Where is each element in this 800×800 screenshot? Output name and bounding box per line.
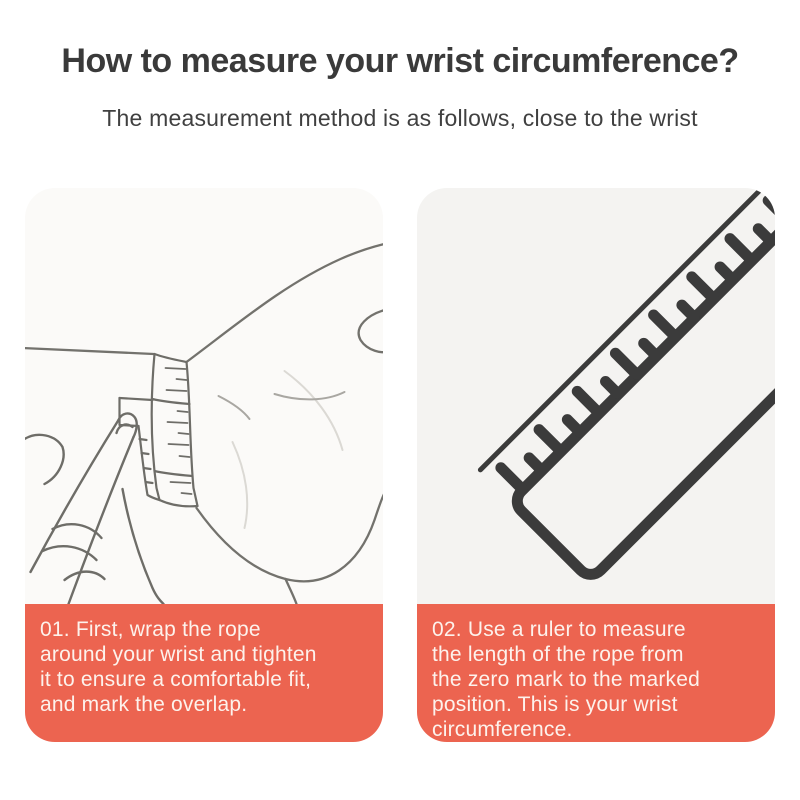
wrist-measuring-illustration [25,188,383,604]
ruler-icon [480,188,775,580]
skin-creases [219,392,345,419]
page-title: How to measure your wrist circumference? [61,42,739,80]
rope-line [480,188,775,470]
pointing-hand [25,413,164,604]
caption-line: it to ensure a comfortable fit, [40,668,312,691]
caption-line: 01. First, wrap the rope [40,618,261,641]
header [0,0,800,132]
step1-illustration [25,188,383,604]
step2-caption [417,604,775,742]
shading-strokes [233,371,343,528]
caption-line: around your wrist and tighten [40,643,317,666]
caption-line: the zero mark to the marked [432,668,701,691]
caption-line: 02. Use a ruler to measure [432,618,686,641]
step2-illustration [417,188,775,604]
step1-caption [25,604,383,742]
caption-line: circumference. [432,718,573,741]
caption-line: and mark the overlap. [40,693,248,716]
ruler-measuring-illustration [417,188,775,604]
caption-line: the length of the rope from [432,643,684,666]
step-card-1 [25,188,383,742]
page-subtitle: The measurement method is as follows, close to the wrist [102,105,698,131]
step-card-2 [417,188,775,742]
caption-line: position. This is your wrist [432,693,678,716]
steps-container [25,188,775,742]
